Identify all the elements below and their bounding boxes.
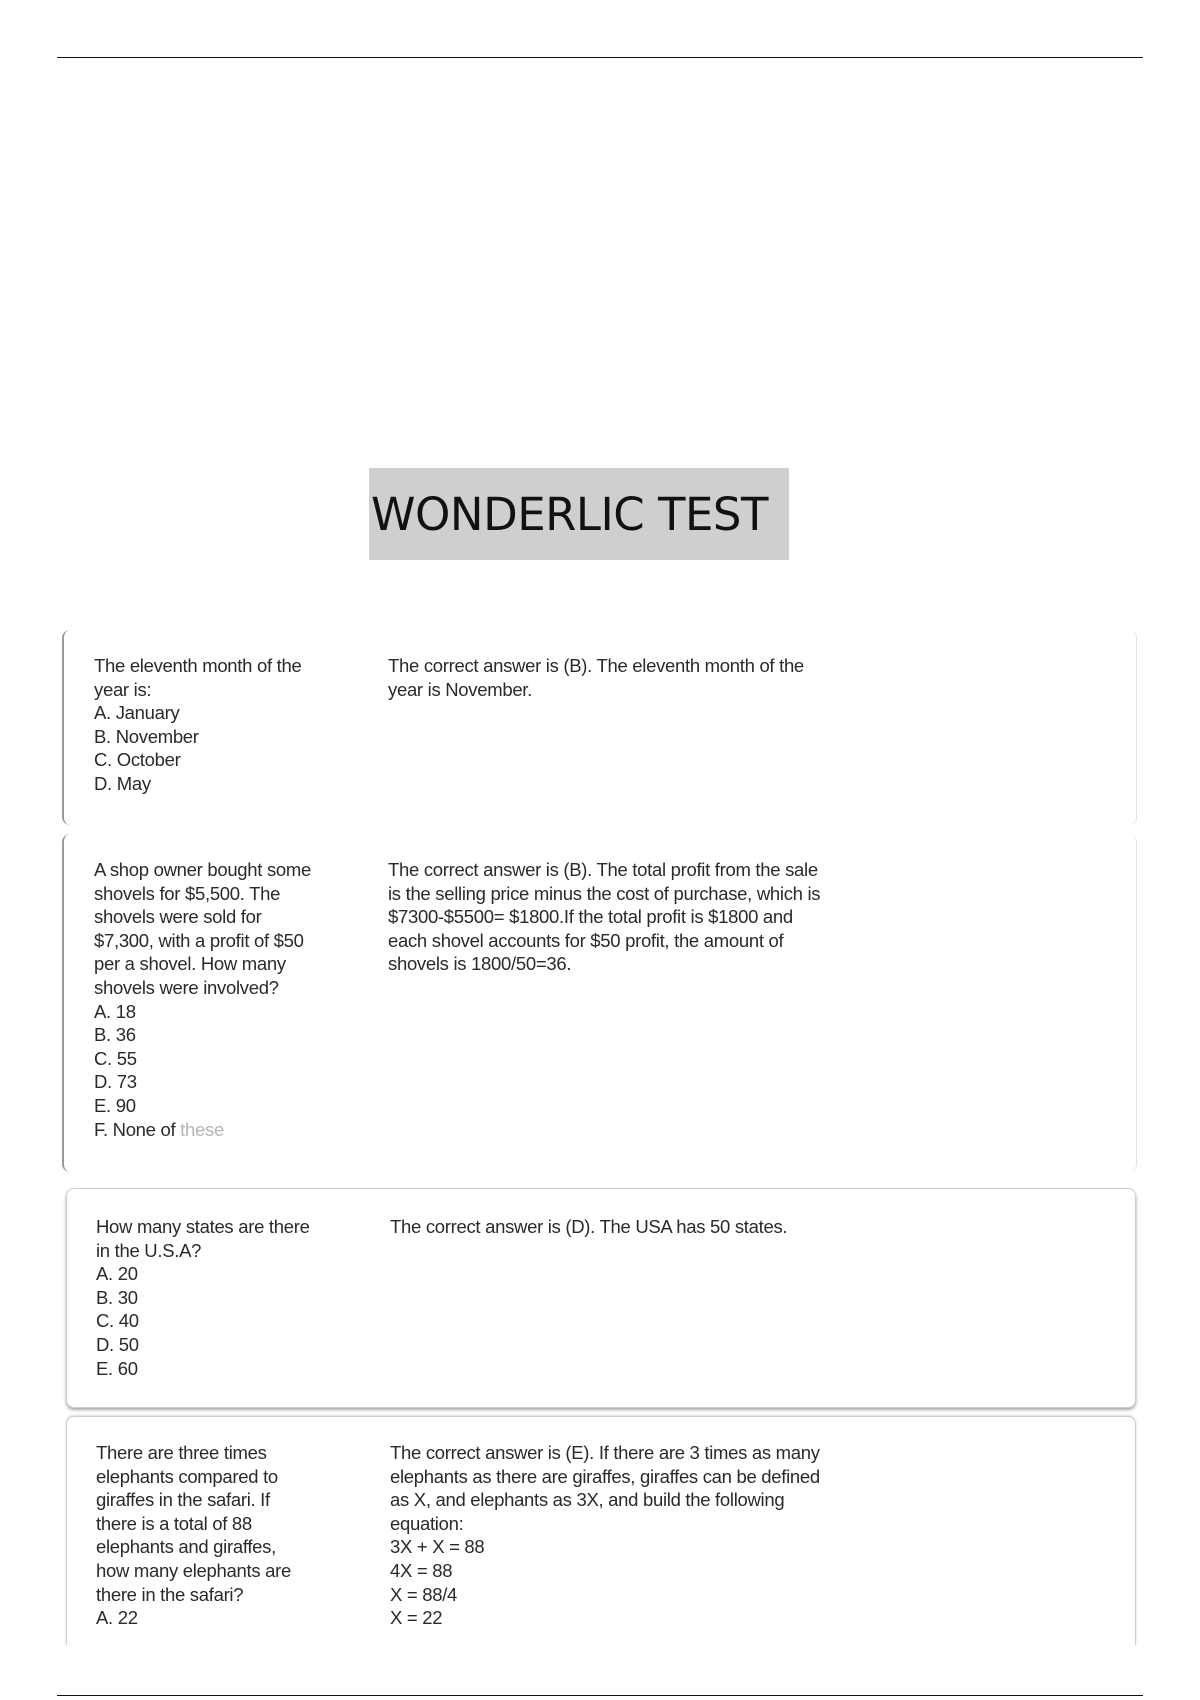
question-text: A shop owner bought some shovels for $5,500. The shovels were sold for $7,300, with a profit of $50 per a shovel. How many shovels were involved? A. 18 B. 36 C. 55 D. 73 E. 90 F. None of these — [94, 858, 344, 1141]
answer-text: The correct answer is (B). The eleventh month of the year is November. — [388, 655, 804, 700]
question-card-4 — [66, 1416, 1136, 1645]
answer-text: The correct answer is (D). The USA has 50 states. — [390, 1216, 788, 1237]
option: C. 55 — [94, 1047, 137, 1069]
footer-rule — [57, 1695, 1143, 1696]
option: B. 36 — [94, 1024, 136, 1046]
question-card-2 — [62, 834, 1137, 1172]
option: D. 50 — [96, 1333, 139, 1355]
option: E. 90 — [94, 1094, 136, 1116]
answer-text: The correct answer is (B). The total profit from the sale is the selling price minus the cost of purchase, which is $7300-$5500= $1800.If the total profit is $1800 and each shovel accounts for $50 profit, the amount of shovels is 1800/50=36. — [388, 859, 821, 975]
option: B. November — [94, 725, 199, 747]
document-title: WONDERLIC TEST — [371, 487, 768, 541]
title-banner — [369, 468, 789, 560]
option: A. 18 — [94, 1000, 136, 1022]
option: C. October — [94, 749, 181, 771]
question-text: How many states are there in the U.S.A? A. 20 B. 30 C. 40 D. 50 E. 60 — [96, 1215, 346, 1380]
question-text: The eleventh month of the year is: A. January B. November C. October D. May — [94, 654, 344, 796]
question-card-1 — [62, 630, 1137, 825]
option: D. May — [94, 772, 151, 794]
question-text: There are three times elephants compared to giraffes in the safari. If there is a total of 88 elephants and giraffes, how many elephants are there in the safari? A. 22 — [96, 1441, 346, 1630]
header-rule — [57, 57, 1143, 58]
option-cut-off: F. None of these — [94, 1118, 224, 1140]
option: B. 30 — [96, 1286, 138, 1308]
option: A. 20 — [96, 1263, 138, 1285]
question-card-3 — [66, 1188, 1136, 1408]
option: D. 73 — [94, 1071, 137, 1093]
option: A. January — [94, 702, 180, 724]
option: E. 60 — [96, 1357, 138, 1379]
option: A. 22 — [96, 1607, 138, 1629]
answer-text: The correct answer is (E). If there are 3 times as many elephants as there are giraffes, giraffes can be defined as X, and elephants as 3X, and build the following equation: 3X + X = 88 4X = 88 X = 88/4 X = 22 — [390, 1442, 820, 1629]
option: C. 40 — [96, 1310, 139, 1332]
